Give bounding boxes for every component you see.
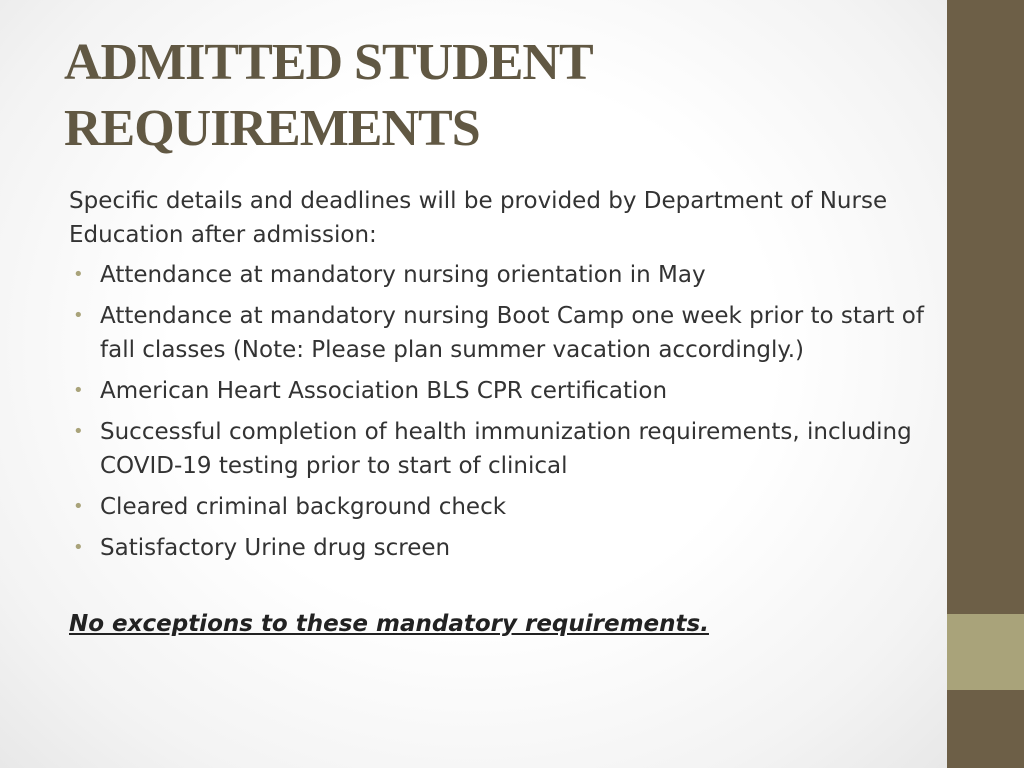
list-item-text: Cleared criminal background check — [100, 494, 507, 520]
list-item-text: Attendance at mandatory nursing orientation in May — [100, 262, 706, 288]
bullet-icon: • — [73, 421, 84, 442]
closing-note: No exceptions to these mandatory requirements. — [69, 611, 709, 637]
requirements-list — [69, 258, 929, 565]
list-item — [69, 415, 929, 483]
title-line: REQUIREMENTS — [64, 100, 480, 157]
intro-text: Specific details and deadlines will be provided by Department of Nurse Education after admission: — [69, 188, 888, 248]
title-line: ADMITTED STUDENT — [64, 34, 593, 91]
bullet-icon: • — [73, 305, 84, 326]
bullet-icon: • — [73, 537, 84, 558]
list-item — [69, 490, 929, 524]
list-item — [69, 258, 929, 292]
list-item-text: Successful completion of health immunization requirements, including COVID-19 testing prior to start of clinical — [100, 419, 912, 479]
bullet-icon: • — [73, 496, 84, 517]
list-item-text: American Heart Association BLS CPR certification — [100, 378, 668, 404]
list-item-text: Satisfactory Urine drug screen — [100, 535, 451, 561]
slide-title — [64, 30, 924, 162]
sidebar-accent-block — [947, 614, 1024, 690]
list-item-text: Attendance at mandatory nursing Boot Camp one week prior to start of fall classes (Note: Please plan summer vacation accordingly.) — [100, 303, 924, 363]
list-item — [69, 374, 929, 408]
bullet-icon: • — [73, 264, 84, 285]
list-item — [69, 531, 929, 565]
list-item — [69, 299, 929, 367]
slide-body — [69, 184, 929, 641]
bullet-icon: • — [73, 380, 84, 401]
